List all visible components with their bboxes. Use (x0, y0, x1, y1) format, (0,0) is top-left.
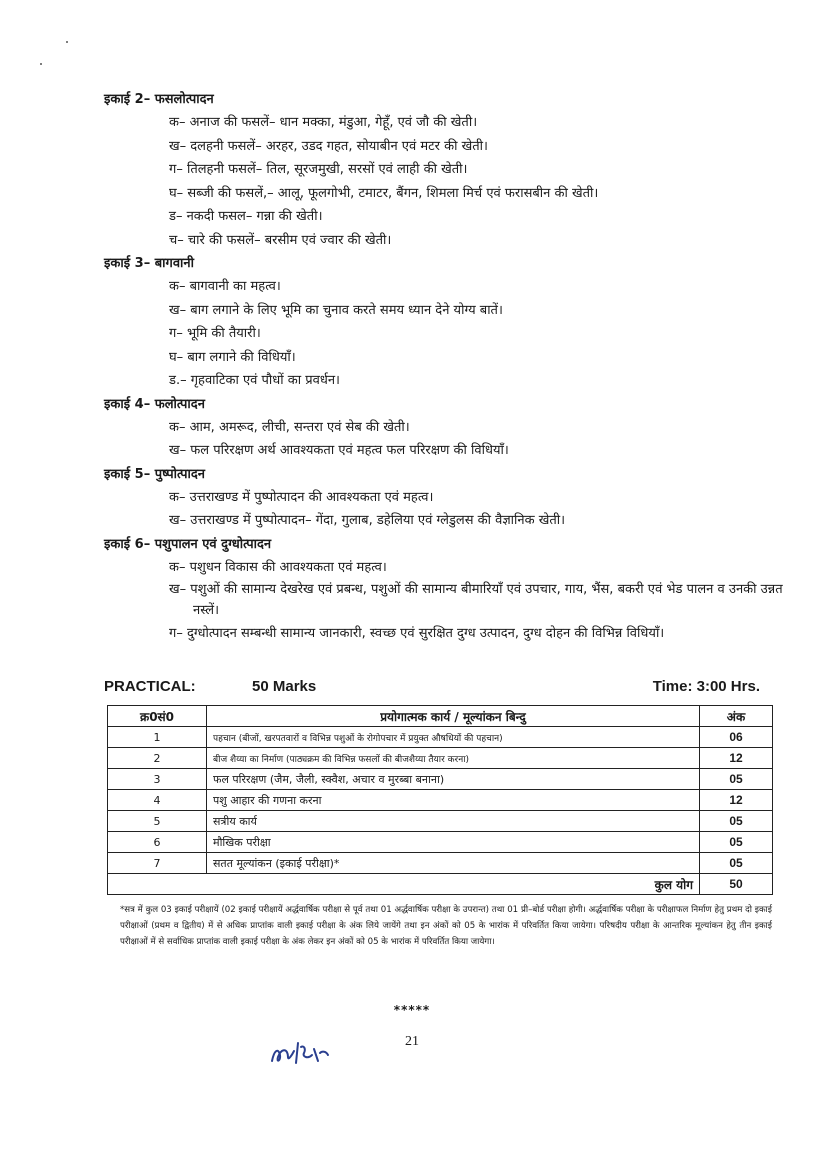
unit-item: घ– सब्जी की फसलें,– आलू, फूलगोभी, टमाटर, बैंगन, शिमला मिर्च एवं फरासबीन की खेती। (169, 185, 599, 201)
practical-label: PRACTICAL: (104, 678, 196, 695)
unit-heading: इकाई 2– फसलोत्पादन (104, 92, 214, 107)
row-point: बीज शैय्या का निर्माण (पाठ्यक्रम की विभिन्न फसलों की बीजशैय्या तैयार करना) (207, 748, 700, 769)
table-row (108, 811, 773, 832)
unit-item: क– बागवानी का महत्व। (169, 279, 281, 294)
row-serial: 1 (108, 727, 207, 748)
unit-item: क– अनाज की फसलें– धान मक्का, मंडुआ, गेहूँ, एवं जौ की खेती। (169, 115, 478, 130)
unit-item: क– आम, अमरूद, लीची, सन्तरा एवं सेब की खेती। (169, 419, 410, 435)
row-marks: 06 (700, 727, 773, 748)
row-serial: 3 (108, 769, 207, 790)
unit-item: ड.– गृहवाटिका एवं पौधों का प्रवर्धन। (169, 373, 340, 388)
unit-item: ख– दलहनी फसलें– अरहर, उडद गहत, सोयाबीन एवं मटर की खेती। (169, 138, 488, 154)
practical-header (104, 676, 760, 698)
row-point: सत्रीय कार्य (207, 811, 700, 832)
scan-speck (66, 41, 68, 43)
unit-item: च– चारे की फसलें– बरसीम एवं ज्वार की खेती। (169, 232, 392, 248)
table-row (108, 853, 773, 874)
unit-heading: इकाई 5– पुष्पोत्पादन (104, 466, 206, 482)
row-point: मौखिक परीक्षा (207, 832, 700, 853)
unit-item: ड– नकदी फसल– गन्ना की खेती। (169, 209, 323, 224)
row-marks: 12 (700, 748, 773, 769)
row-marks: 05 (700, 853, 773, 874)
practical-marks: 50 Marks (252, 678, 317, 695)
row-serial: 6 (108, 832, 207, 853)
row-point: सतत मूल्यांकन (इकाई परीक्षा)* (207, 853, 700, 874)
table-row (108, 727, 773, 748)
table-row (108, 832, 773, 853)
row-point: पहचान (बीजों, खरपतवारों व विभिन्न पशुओं के रोगोपचार में प्रयुक्त औषधियों की पहचान) (207, 727, 700, 748)
scan-speck (40, 63, 42, 65)
row-marks: 05 (700, 769, 773, 790)
page-number: 21 (405, 1034, 419, 1049)
row-point: फल परिरक्षण (जैम, जैली, स्क्वैश, अचार व मुरब्बा बनाना) (207, 769, 700, 790)
column-header-marks: अंक (700, 706, 773, 727)
table-total-row (108, 874, 773, 895)
unit-item: ख– उत्तराखण्ड में पुष्पोत्पादन– गेंदा, गुलाब, डहेलिया एवं ग्लेडुलस की वैज्ञानिक खेती। (169, 513, 566, 528)
table-row (108, 790, 773, 811)
row-marks: 05 (700, 811, 773, 832)
syllabus-units (104, 88, 784, 646)
unit-item: घ– बाग लगाने की विधियॉं। (169, 349, 296, 365)
unit-heading: इकाई 4– फलोत्पादन (104, 396, 205, 412)
unit-heading: इकाई 6– पशुपालन एवं दुग्धोत्पादन (104, 536, 272, 552)
row-serial: 4 (108, 790, 207, 811)
unit-item-text: ग– दुग्धोत्पादन सम्बन्धी सामान्य जानकारी, स्वच्छ एवं सुरक्षित दुग्ध उत्पादन, दुग्ध दोहन की विभिन्न विधियॉं। (169, 626, 665, 641)
row-serial: 7 (108, 853, 207, 874)
unit-item: ग– भूमि की तैयारी। (169, 326, 261, 341)
practical-time: Time: 3:00 Hrs. (652, 678, 760, 695)
unit-item: ख– बाग लगाने के लिए भूमि का चुनाव करते समय ध्यान देने योग्य बातें। (169, 302, 503, 318)
unit-item: क– पशुधन विकास की आवश्यकता एवं महत्व। (169, 559, 387, 575)
footnote: *सत्र में कुल 03 इकाई परीक्षायें (02 इकाई परीक्षायें अर्द्धवार्षिक परीक्षा से पूर्व तथा 01 अर्द्धवार्षिक परीक्षा के उपरान्त) तथा 01 प्री–बोर्ड परीक्षा होगी। अर्द्धवार्षिक परीक्षा के परीक्षाफल निर्माण हेतु प्रथम दो इकाई परीक्षाओं (प्रथम व द्वितीय) में से अधिक प्राप्तांक वाली इकाई परीक्षा के अंक लिये जायेंगे तथा इन अंकों को 05 के भारांक में परिवर्तित किया जायेगा। परिषदीय परीक्षा के आन्तरिक मूल्यांकन हेतु तीन इकाई परीक्षाओं में से सर्वाधिक प्राप्तांक वाली इकाई परीक्षा के अंक लेकर इन अंकों को 05 के भारांक में परिवर्तित किया जायेगा। (120, 905, 772, 947)
unit-item-text: ख– पशुओं की सामान्य देखरेख एवं प्रबन्ध, पशुओं की सामान्य बीमारियॉं एवं उपचार, गाय, भैंस, बकरी एवं भेड पालन व उनकी उन्नत नस्लें। (169, 582, 783, 618)
row-marks: 05 (700, 832, 773, 853)
table-row (108, 769, 773, 790)
unit-item (104, 623, 784, 644)
column-header-point: प्रयोगात्मक कार्य / मूल्यांकन बिन्दु (207, 706, 700, 727)
unit-heading: इकाई 3– बागवानी (104, 256, 195, 271)
row-marks: 12 (700, 790, 773, 811)
end-stars: ***** (393, 1003, 431, 1017)
table-row (108, 748, 773, 769)
unit-item: ग– तिलहनी फसलें– तिल, सूरजमुखी, सरसों एवं लाही की खेती। (169, 162, 468, 177)
total-marks: 50 (700, 874, 773, 895)
unit-item: क– उत्तराखण्ड में पुष्पोत्पादन की आवश्यकता एवं महत्व। (169, 489, 434, 505)
row-serial: 2 (108, 748, 207, 769)
total-label: कुल योग (108, 874, 700, 895)
row-point: पशु आहार की गणना करना (207, 790, 700, 811)
practical-marks-table (107, 705, 773, 895)
unit-item (104, 579, 784, 621)
column-header-serial: क्र0सं0 (108, 706, 207, 727)
row-serial: 5 (108, 811, 207, 832)
table-header-row (108, 706, 773, 727)
unit-item: ख– फल परिरक्षण अर्थ आवश्यकता एवं महत्व फल परिरक्षण की विधियॉं। (169, 443, 509, 458)
